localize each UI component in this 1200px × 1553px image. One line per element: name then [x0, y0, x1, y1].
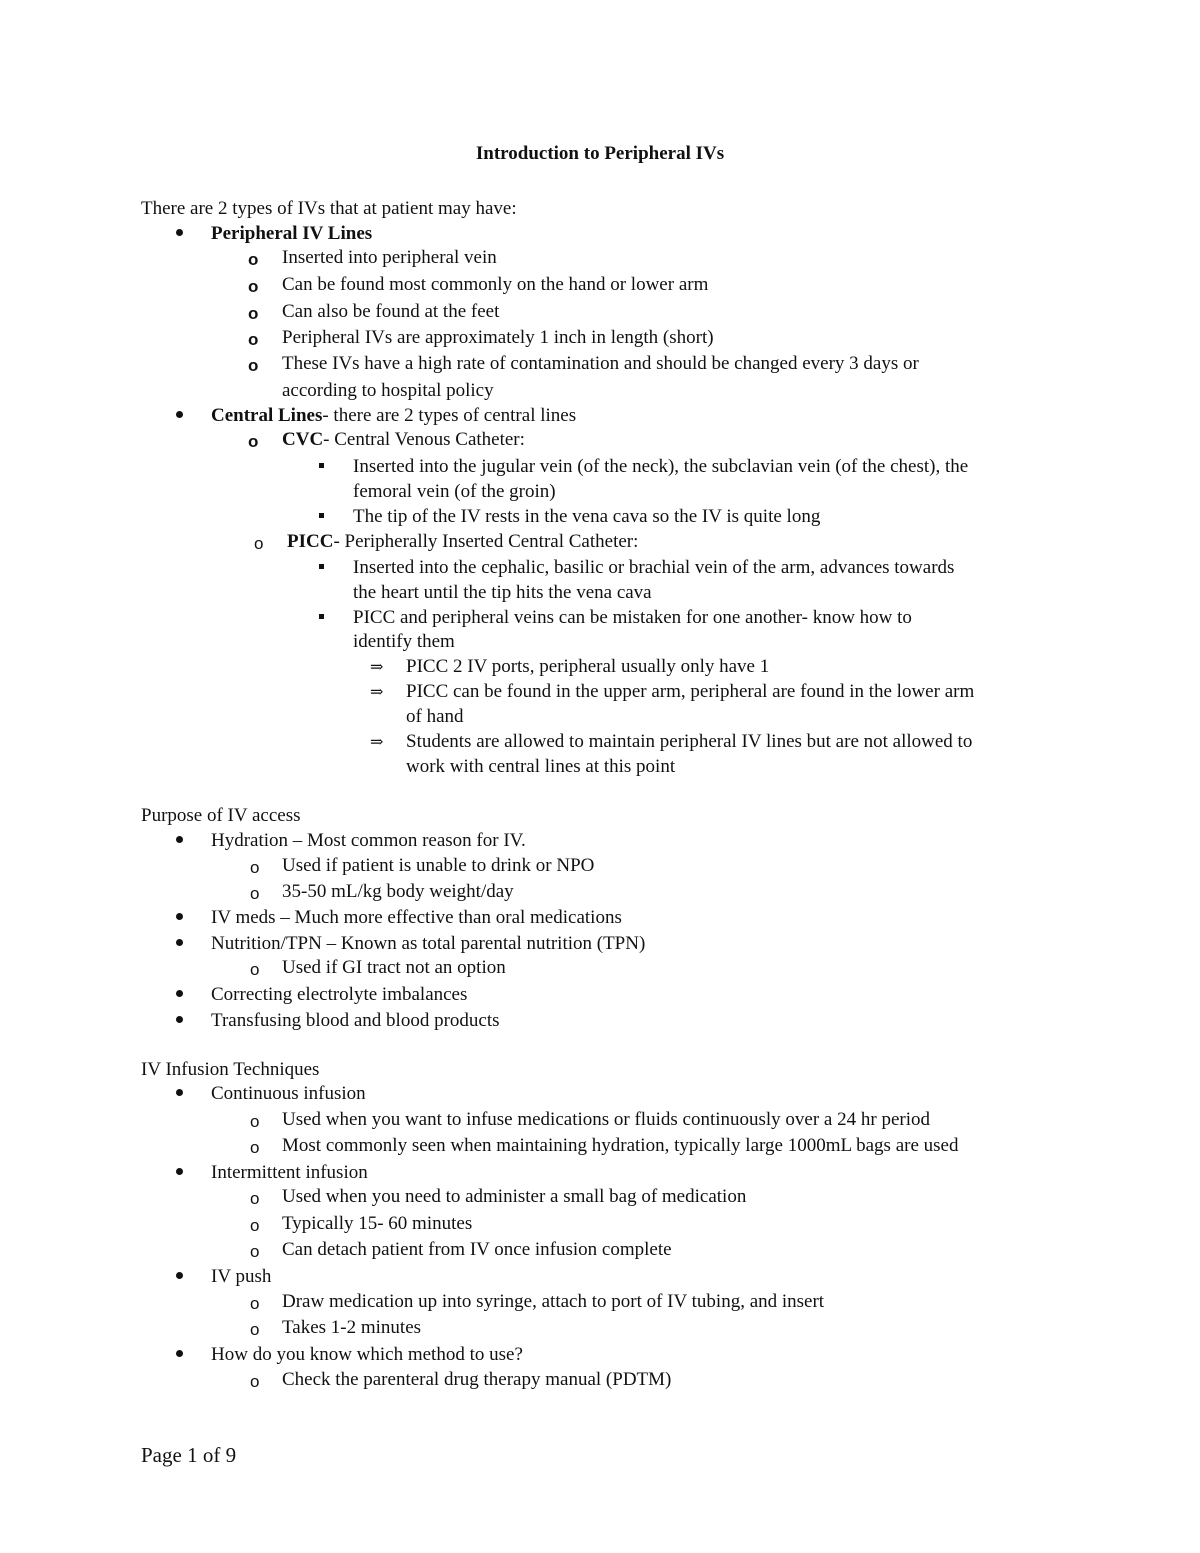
- list-item: Inserted into the cephalic, basilic or brachial vein of the arm, advances towards: [353, 557, 955, 578]
- list-item: Can also be found at the feet: [282, 301, 500, 322]
- circle-bullet-icon: o: [250, 960, 260, 979]
- circle-bullet-icon: o: [248, 330, 259, 349]
- intro-text: There are 2 types of IVs that at patient may have:: [141, 198, 517, 219]
- list-item-continuation: femoral vein (of the groin): [353, 481, 556, 502]
- square-bullet-icon: [319, 564, 324, 569]
- list-item: Can detach patient from IV once infusion complete: [282, 1239, 672, 1260]
- circle-bullet-icon: o: [250, 1294, 260, 1313]
- list-item: Draw medication up into syringe, attach to port of IV tubing, and insert: [282, 1291, 825, 1312]
- circle-bullet-icon: o: [254, 534, 264, 553]
- arrow-bullet-icon: ⇒: [370, 659, 384, 676]
- list-item: PICC and peripheral veins can be mistaken for one another- know how to: [353, 607, 912, 628]
- list-item: Continuous infusion: [211, 1083, 366, 1104]
- list-item: IV push: [211, 1266, 272, 1287]
- list-item-continuation: the heart until the tip hits the vena cava: [353, 582, 652, 603]
- arrow-bullet-icon: ⇒: [370, 734, 384, 751]
- circle-bullet-icon: o: [250, 1138, 260, 1157]
- list-item: Used if GI tract not an option: [282, 957, 506, 978]
- list-item: Used if patient is unable to drink or NPO: [282, 855, 595, 876]
- circle-bullet-icon: o: [248, 356, 259, 375]
- list-item: The tip of the IV rests in the vena cava so the IV is quite long: [353, 506, 821, 527]
- list-item-continuation: identify them: [353, 631, 455, 652]
- list-item: Used when you want to infuse medications or fluids continuously over a 24 hr period: [282, 1109, 930, 1130]
- page-title: Introduction to Peripheral IVs: [475, 143, 725, 164]
- picc-heading: PICC- Peripherally Inserted Central Catheter:: [287, 531, 639, 552]
- list-item: 35-50 mL/kg body weight/day: [282, 881, 514, 902]
- bullet-icon: [176, 990, 183, 997]
- list-item: Inserted into peripheral vein: [282, 247, 497, 268]
- circle-bullet-icon: o: [250, 1112, 260, 1131]
- circle-bullet-icon: o: [248, 304, 259, 323]
- square-bullet-icon: [319, 614, 324, 619]
- list-item: Used when you need to administer a small bag of medication: [282, 1186, 747, 1207]
- list-item: PICC can be found in the upper arm, peripheral are found in the lower arm: [406, 681, 975, 702]
- arrow-bullet-icon: ⇒: [370, 684, 384, 701]
- circle-bullet-icon: o: [250, 1372, 260, 1391]
- bullet-icon: [176, 411, 183, 418]
- list-item: Students are allowed to maintain peripheral IV lines but are not allowed to: [406, 731, 973, 752]
- bullet-icon: [176, 1016, 183, 1023]
- list-item: Nutrition/TPN – Known as total parental nutrition (TPN): [211, 933, 646, 954]
- bullet-icon: [176, 939, 183, 946]
- bullet-icon: [176, 836, 183, 843]
- list-item: Intermittent infusion: [211, 1162, 368, 1183]
- bullet-icon: [176, 1168, 183, 1175]
- list-item: Transfusing blood and blood products: [211, 1010, 500, 1031]
- bullet-icon: [176, 913, 183, 920]
- list-item: Takes 1-2 minutes: [282, 1317, 422, 1338]
- list-item: IV meds – Much more effective than oral medications: [211, 907, 622, 928]
- bullet-icon: [176, 1350, 183, 1357]
- list-item: Hydration – Most common reason for IV.: [211, 830, 526, 851]
- circle-bullet-icon: o: [250, 1320, 260, 1339]
- list-item: How do you know which method to use?: [211, 1344, 523, 1365]
- techniques-heading: IV Infusion Techniques: [141, 1059, 320, 1080]
- central-heading: Central Lines- there are 2 types of central lines: [211, 405, 577, 426]
- bullet-icon: [176, 1089, 183, 1096]
- list-item: Can be found most commonly on the hand or lower arm: [282, 274, 709, 295]
- square-bullet-icon: [319, 463, 324, 468]
- circle-bullet-icon: o: [248, 250, 259, 269]
- purpose-heading: Purpose of IV access: [141, 805, 301, 826]
- circle-bullet-icon: o: [248, 277, 259, 296]
- circle-bullet-icon: o: [250, 884, 260, 903]
- circle-bullet-icon: o: [250, 1216, 260, 1235]
- circle-bullet-icon: o: [248, 432, 259, 451]
- list-item: Peripheral IVs are approximately 1 inch in length (short): [282, 327, 714, 348]
- page-number: Page 1 of 9: [141, 1443, 237, 1467]
- circle-bullet-icon: o: [250, 1242, 260, 1261]
- bullet-icon: [176, 229, 183, 236]
- list-item-continuation: according to hospital policy: [282, 380, 494, 401]
- list-item: Check the parenteral drug therapy manual (PDTM): [282, 1369, 672, 1390]
- list-item: Most commonly seen when maintaining hydration, typically large 1000mL bags are used: [282, 1135, 959, 1156]
- circle-bullet-icon: o: [250, 858, 260, 877]
- list-item: These IVs have a high rate of contamination and should be changed every 3 days or: [282, 353, 919, 374]
- square-bullet-icon: [319, 513, 324, 518]
- list-item: Inserted into the jugular vein (of the neck), the subclavian vein (of the chest), the: [353, 456, 969, 477]
- list-item: PICC 2 IV ports, peripheral usually only have 1: [406, 656, 770, 677]
- cvc-heading: CVC- Central Venous Catheter:: [282, 429, 525, 450]
- list-item: Typically 15- 60 minutes: [282, 1213, 473, 1234]
- circle-bullet-icon: o: [250, 1189, 260, 1208]
- bullet-icon: [176, 1272, 183, 1279]
- list-item-continuation: work with central lines at this point: [406, 756, 676, 777]
- list-item: Correcting electrolyte imbalances: [211, 984, 468, 1005]
- peripheral-heading: Peripheral IV Lines: [211, 223, 373, 244]
- list-item-continuation: of hand: [406, 706, 464, 727]
